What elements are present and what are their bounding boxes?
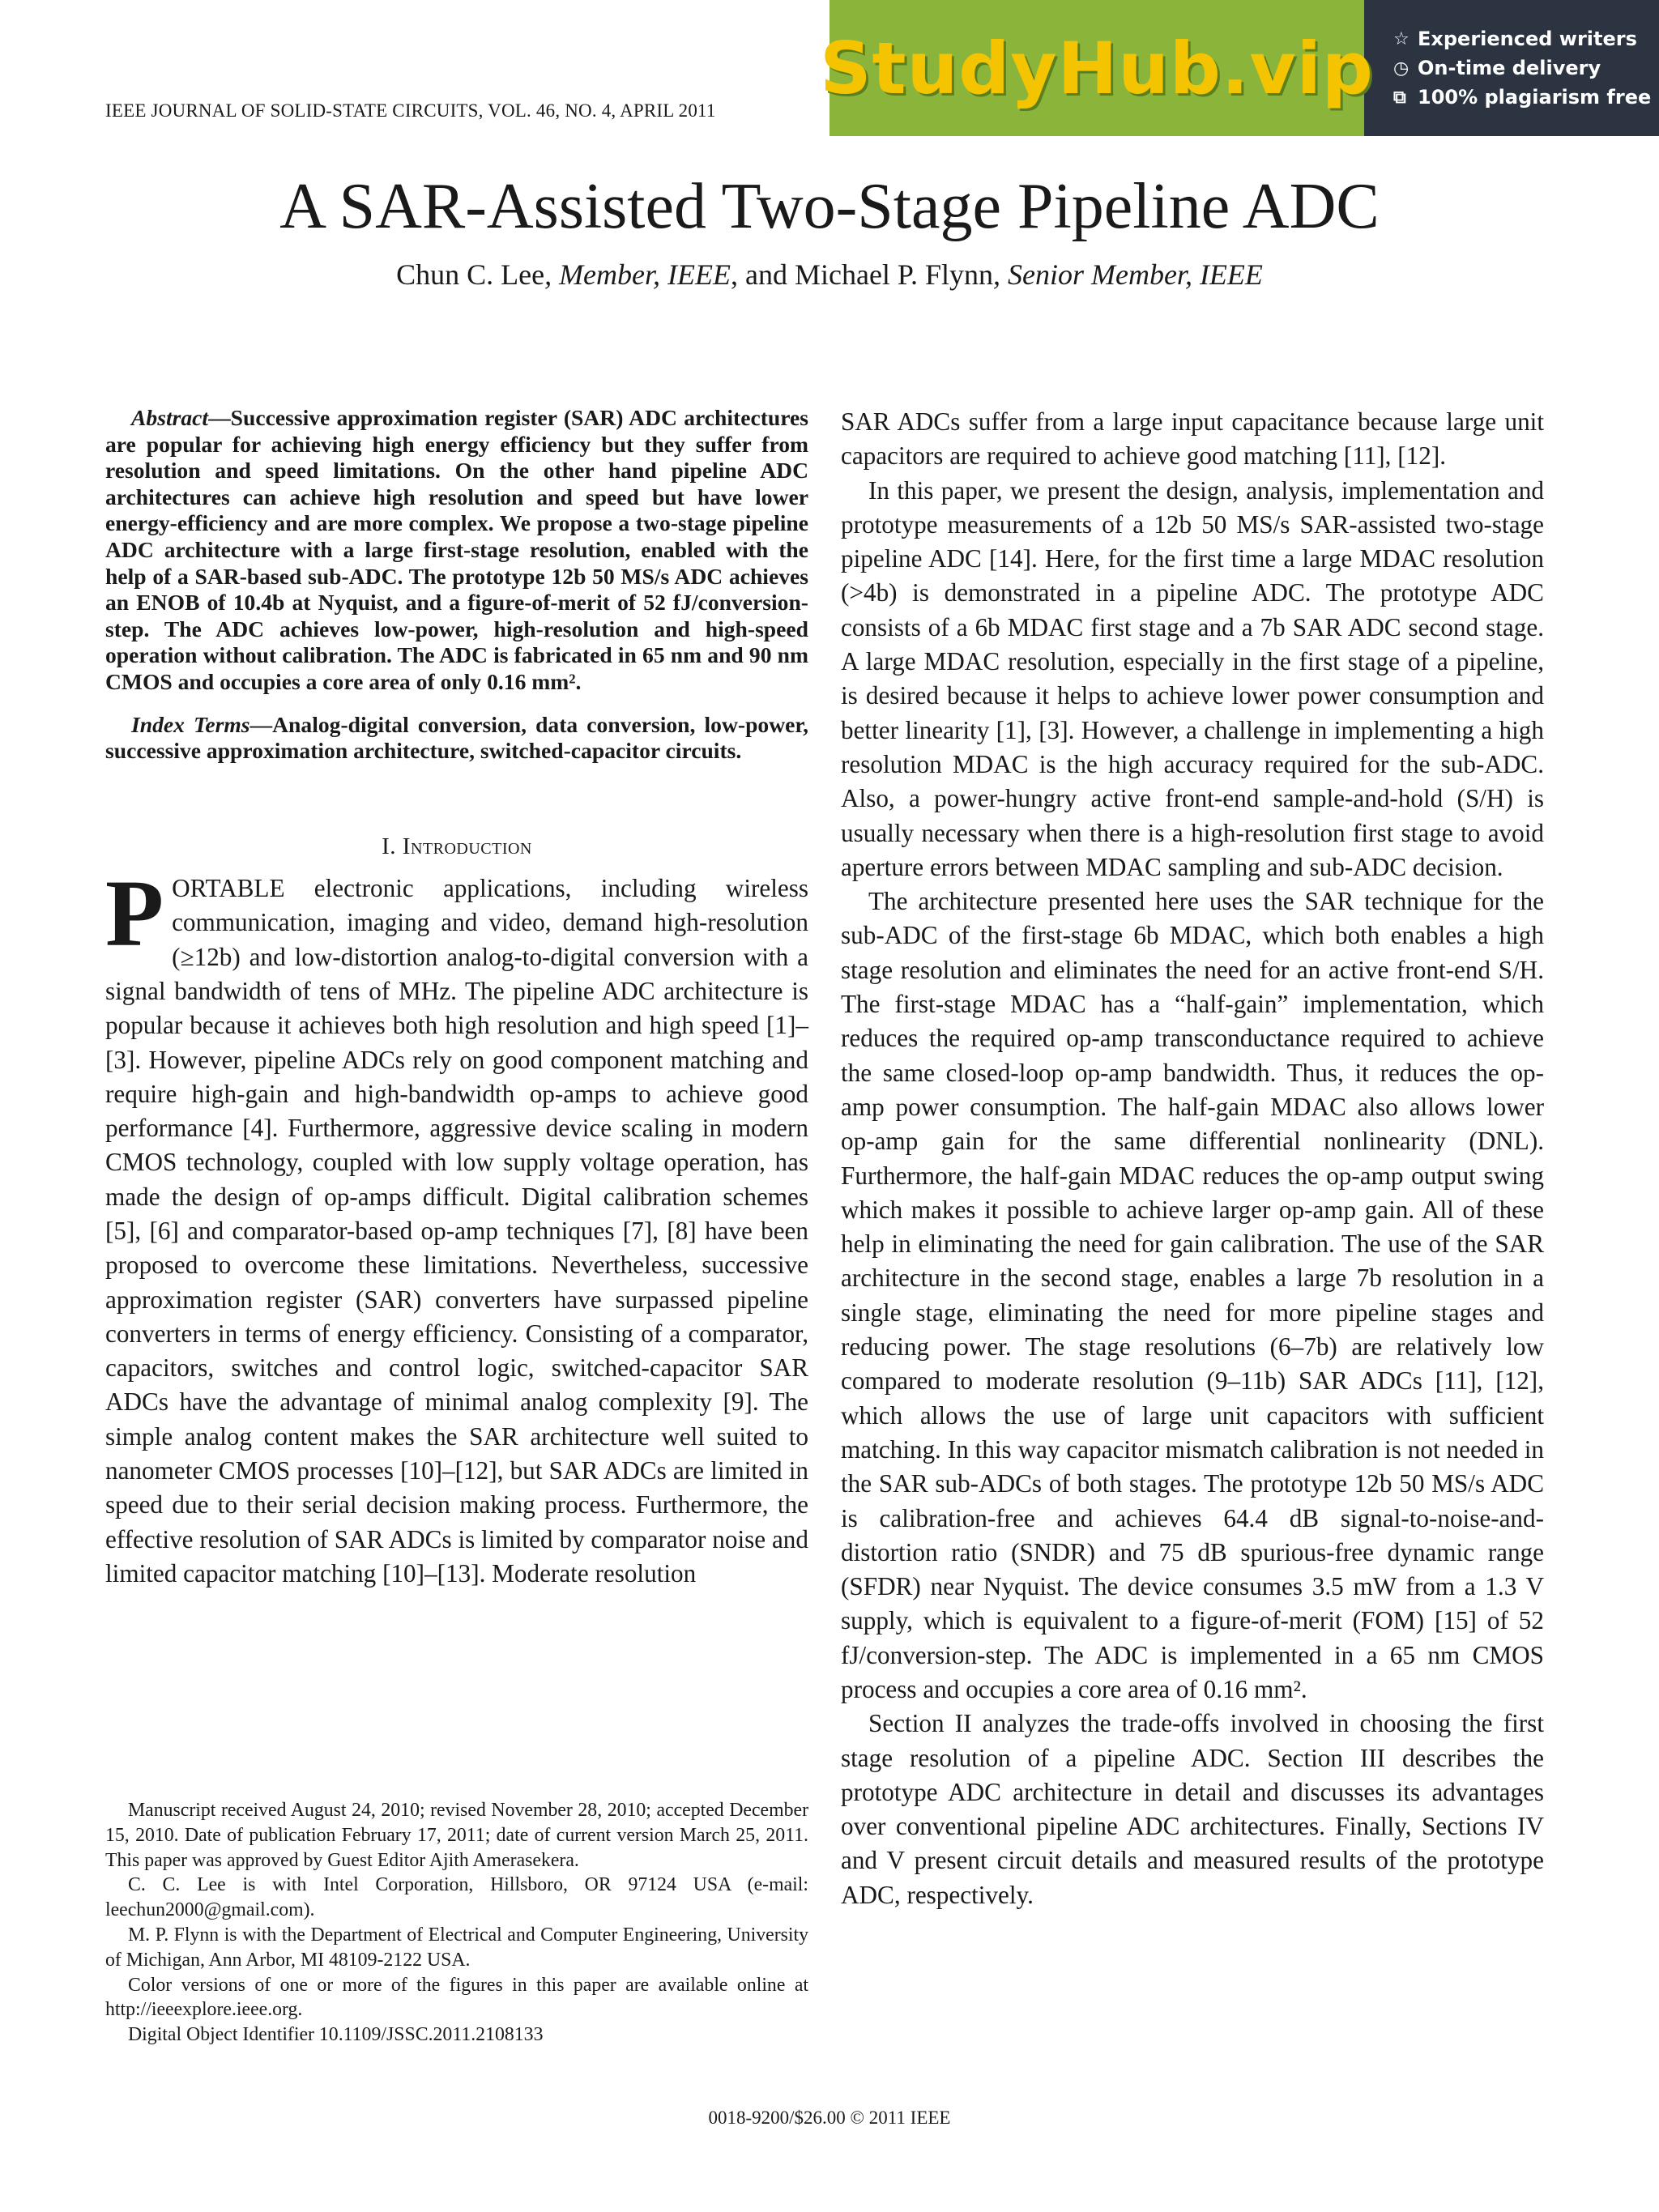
footnote-doi: Digital Object Identifier 10.1109/JSSC.2011.2108133 bbox=[128, 2024, 544, 2046]
body-paragraph-0: SAR ADCs suffer from a large input capacitance because large unit capacitors are required to achieve good matching [11], [12]. bbox=[841, 407, 1544, 471]
page-footer: 0018-9200/$26.00 © 2011 IEEE bbox=[708, 2108, 951, 2128]
feature-label: 100% plagiarism free bbox=[1418, 86, 1652, 109]
abstract-lead: Abstract bbox=[131, 405, 209, 430]
running-head: IEEE JOURNAL OF SOLID-STATE CIRCUITS, VOL. 46, NO. 4, APRIL 2011 bbox=[105, 100, 716, 121]
author-line bbox=[0, 258, 1659, 292]
footnote-color-versions: Color versions of one or more of the figures in this paper are available online at http://ieeexplore.ieee.org. bbox=[105, 1974, 808, 2021]
body-paragraph-3: Section II analyzes the trade-offs involved in choosing the first stage resolution of a pipeline ADC. Section III describes the prototype ADC architecture in detail and discusses its advantages over conventional pipeline ADC architectures. Finally, Sections IV and V present circuit details and measured results of the prototype ADC, respectively. bbox=[841, 1709, 1544, 1909]
index-terms bbox=[105, 712, 808, 765]
author-2-role: , Senior Member, IEEE bbox=[992, 258, 1263, 291]
index-terms-text: —Analog-digital conversion, data conversion, low-power, successive approximation architecture, switched-capacitor circuits. bbox=[105, 711, 809, 764]
clock-icon: ◷ bbox=[1393, 58, 1410, 79]
drop-cap: P bbox=[105, 860, 164, 967]
feature-plagiarism-free bbox=[1393, 86, 1659, 109]
banner-features bbox=[1364, 0, 1659, 136]
logo-text: StudyHub.vip bbox=[820, 26, 1374, 110]
section-numeral: I. bbox=[382, 833, 403, 859]
author-conjunction: , and bbox=[730, 258, 795, 291]
author-2-name: Michael P. Flynn bbox=[794, 258, 993, 291]
left-column bbox=[105, 405, 808, 1591]
footnote-author-1: C. C. Lee is with Intel Corporation, Hillsboro, OR 97124 USA (e-mail: leechun2000@gmail.com). bbox=[105, 1874, 808, 1921]
paper-title: A SAR-Assisted Two-Stage Pipeline ADC bbox=[279, 171, 1380, 242]
author-1-role: , Member, IEEE bbox=[544, 258, 731, 291]
footnote-manuscript: Manuscript received August 24, 2010; revised November 28, 2010; accepted December 15, 2010. Date of publication February 17, 2011; date of current version March 25, 2011. This paper was approved by Guest Editor Ajith Amerasekera. bbox=[105, 1800, 808, 1871]
body-paragraph-1: In this paper, we present the design, analysis, implementation and prototype measurements of a 12b 50 MS/s SAR-assisted two-stage pipeline ADC [14]. Here, for the first time a large MDAC resolution (>4b) is demonstrated in a pipeline ADC. The prototype ADC consists of a 6b MDAC first stage and a 7b SAR ADC second stage. A large MDAC resolution, especially in the first stage of a pipeline, is desired because it helps to achieve lower power consumption and better linearity [1], [3]. However, a challenge in implementing a high resolution MDAC is the high accuracy required for the sub-ADC. Also, a power-hungry active front-end sample-and-hold (S/H) is usually necessary when there is a high-resolution first stage to avoid aperture errors between MDAC sampling and sub-ADC decision. bbox=[841, 475, 1544, 881]
abstract-text: —Successive approximation register (SAR) ADC architectures are popular for achieving high energy efficiency but they suffer from resolution and speed limitations. On the other hand pipeline ADC architectures can achieve high resolution and speed but have lower energy-efficiency and are more complex. We propose a two-stage pipeline ADC architecture with a large first-stage resolution, enabled with the help of a SAR-based sub-ADC. The prototype 12b 50 MS/s ADC achieves an ENOB of 10.4b at Nyquist, and a figure-of-merit of 52 fJ/conversion-step. The ADC achieves low-power, high-resolution and high-speed operation without calibration. The ADC is fabricated in 65 nm and 90 nm CMOS and occupies a core area of only 0.16 mm². bbox=[105, 405, 808, 694]
footnotes bbox=[105, 1798, 808, 2048]
feature-experienced-writers bbox=[1393, 28, 1659, 50]
studyhub-logo[interactable] bbox=[820, 0, 1374, 136]
intro-paragraph bbox=[105, 860, 808, 1591]
feature-label: On-time delivery bbox=[1418, 57, 1601, 79]
feature-label: Experienced writers bbox=[1418, 28, 1637, 50]
studyhub-banner[interactable] bbox=[820, 0, 1659, 136]
body-paragraph-2: The architecture presented here uses the SAR technique for the sub-ADC of the first-stage 6b MDAC, which both enables a high stage resolution and eliminates the need for an active front-end S/H. The first-stage MDAC has a “half-gain” implementation, which reduces the required op-amp transconductance required to achieve the same closed-loop op-amp bandwidth. Thus, it reduces the op-amp power consumption. The half-gain MDAC also allows lower op-amp gain for the same differential nonlinearity (DNL). Furthermore, the half-gain MDAC reduces the op-amp output swing which makes it possible to achieve larger op-amp gain. All of these help in eliminating the need for gain calibration. The use of the SAR architecture in the second stage, enables a large 7b resolution in a single stage, eliminating the need for more pipeline stages and reducing power. The stage resolutions (6–7b) are relatively low compared to moderate resolution (9–11b) SAR ADCs [11], [12], which allows the use of large unit capacitors with sufficient matching. In this way capacitor mismatch calibration is not needed in the SAR sub-ADCs of both stages. The prototype 12b 50 MS/s ADC is calibration-free and achieves 64.4 dB signal-to-noise-and-distortion ratio (SNDR) and 75 dB spurious-free dynamic range (SFDR) near Nyquist. The device consumes 3.5 mW from a 1.3 V supply, which is equivalent to a figure-of-merit (FOM) [15] of 52 fJ/conversion-step. The ADC is implemented in a 65 nm CMOS process and occupies a core area of 0.16 mm². bbox=[841, 887, 1544, 1703]
intro-text: ORTABLE electronic applications, including wireless communication, imaging and video, demand high-resolution (≥12b) and low-distortion analog-to-digital conversion with a signal bandwidth of tens of MHz. The pipeline ADC architecture is popular because it achieves both high resolution and high speed [1]–[3]. However, pipeline ADCs rely on good component matching and require high-gain and high-bandwidth op-amps to achieve good performance [4]. Furthermore, aggressive device scaling in modern CMOS technology, coupled with low supply voltage operation, has made the design of op-amps difficult. Digital calibration schemes [5], [6] and comparator-based op-amp techniques [7], [8] have been proposed to overcome these limitations. Nevertheless, successive approximation register (SAR) converters have surpassed pipeline converters in terms of energy efficiency. Consisting of a comparator, capacitors, switches and control logic, switched-capacitor SAR ADCs have the advantage of minimal analog complexity [9]. The simple analog content makes the SAR architecture well suited to nanometer CMOS processes [10]–[12], but SAR ADCs are limited in speed due to their serial decision making process. Furthermore, the effective resolution of SAR ADCs is limited by comparator noise and limited capacitor matching [10]–[13]. Moderate resolution bbox=[105, 874, 808, 1588]
section-heading-introduction bbox=[105, 829, 808, 863]
author-1-name: Chun C. Lee bbox=[396, 258, 545, 291]
abstract bbox=[105, 405, 808, 696]
right-column bbox=[841, 405, 1544, 1912]
footnote-author-2: M. P. Flynn is with the Department of Electrical and Computer Engineering, University of Michigan, Ann Arbor, MI 48109-2122 USA. bbox=[105, 1924, 808, 1971]
index-terms-lead: Index Terms bbox=[131, 711, 250, 737]
section-title: Introduction bbox=[402, 833, 532, 859]
star-icon: ☆ bbox=[1393, 28, 1410, 49]
feature-on-time-delivery bbox=[1393, 57, 1659, 79]
copy-icon: ⧉ bbox=[1393, 87, 1406, 108]
